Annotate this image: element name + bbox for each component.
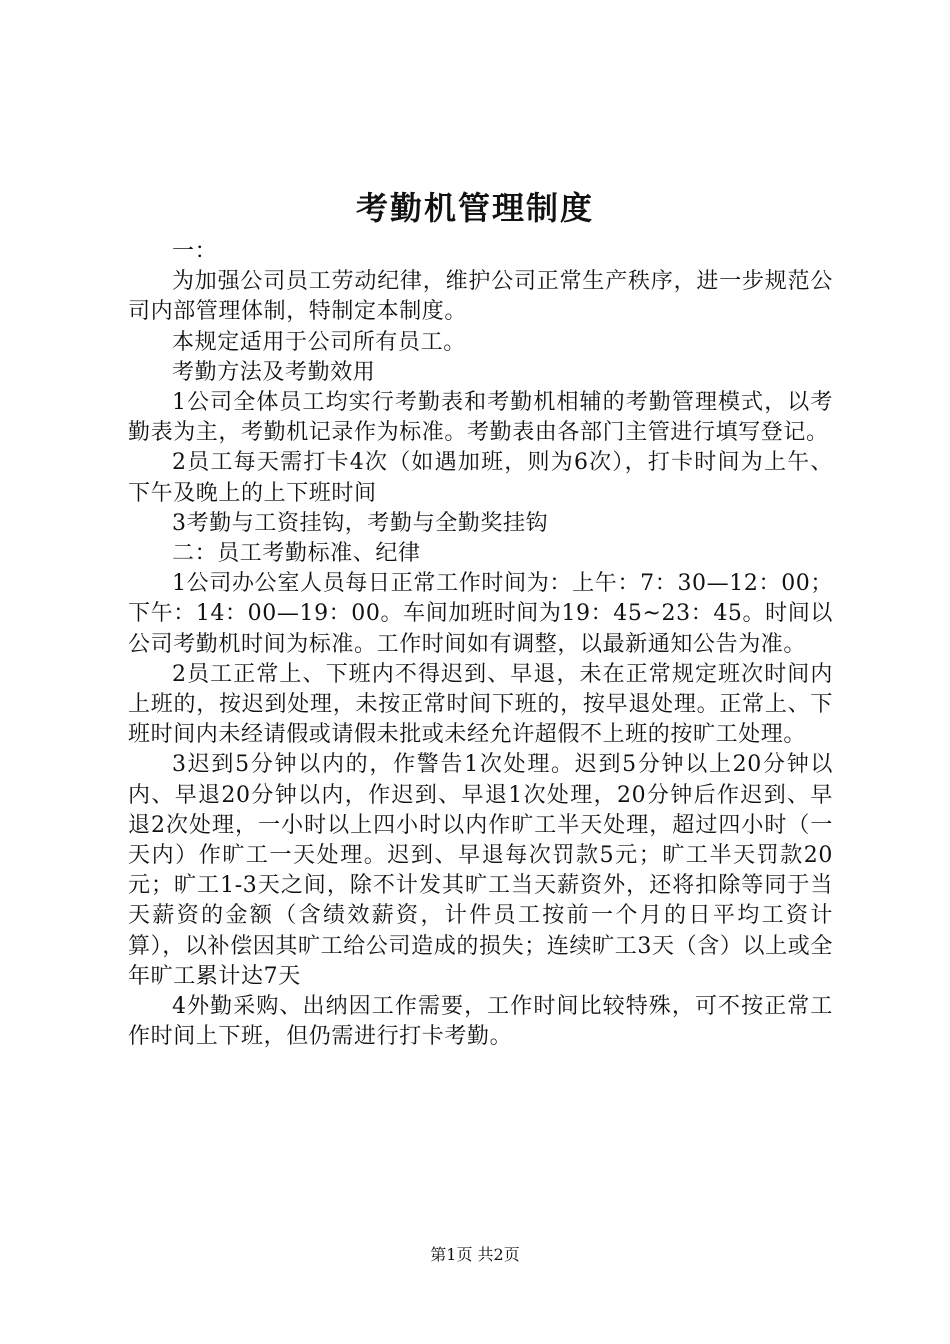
paragraph-method-3: 3考勤与工资挂钩，考勤与全勤奖挂钩 bbox=[172, 510, 549, 536]
page-number-footer: 第1页 共2页 bbox=[430, 1245, 520, 1264]
paragraph-standard-2: 2员工正常上、下班内不得迟到、早退，未在正常规定班次时间内上班的，按迟到处理，未按正常时间下班的，按早退处理。正常上、下班时间内未经请假或请假未批或未经允许超假不上班的按旷工处理。 bbox=[128, 661, 833, 748]
paragraph-method-heading: 考勤方法及考勤效用 bbox=[172, 359, 376, 385]
paragraph-section-1-heading: 一： bbox=[172, 239, 218, 264]
paragraph-method-1: 1公司全体员工均实行考勤表和考勤机相辅的考勤管理模式，以考勤表为主，考勤机记录作为标准。考勤表由各部门主管进行填写登记。 bbox=[128, 390, 833, 446]
paragraph-standard-3: 3迟到5分钟以内的，作警告1次处理。迟到5分钟以上20分钟以内、早退20分钟以内，作迟到、早退1次处理，20分钟后作迟到、早退2次处理，一小时以上四小时以内作旷工半天处理，超过四小时（一天内）作旷工一天处理。迟到、早退每次罚款5元；旷工半天罚款20元；旷工1-3天之间，除不计发其旷工当天薪资外，还将扣除等同于当天薪资的金额（含绩效薪资，计件员工按前一个月的日平均工资计算），以补偿因其旷工给公司造成的损失；连续旷工3天（含）以上或全年旷工累计达7天 bbox=[128, 752, 833, 989]
paragraph-purpose: 为加强公司员工劳动纪律，维护公司正常生产秩序，进一步规范公司内部管理体制，特制定本制度。 bbox=[128, 269, 833, 325]
document-title: 考勤机管理制度 bbox=[355, 189, 594, 227]
paragraph-standard-4: 4外勤采购、出纳因工作需要，工作时间比较特殊，可不按正常工作时间上下班，但仍需进行打卡考勤。 bbox=[128, 994, 833, 1050]
paragraph-section-2-heading: 二：员工考勤标准、纪律 bbox=[172, 541, 421, 567]
paragraph-method-2: 2员工每天需打卡4次（如遇加班，则为6次），打卡时间为上午、下午及晚上的上下班时间 bbox=[128, 450, 833, 506]
document-body bbox=[128, 237, 833, 1052]
paragraph-scope: 本规定适用于公司所有员工。 bbox=[172, 329, 466, 355]
paragraph-standard-1: 1公司办公室人员每日正常工作时间为：上午：7：30—12：00；下午：14：00—19：00。车间加班时间为19：45~23：45。时间以公司考勤机时间为标准。工作时间如有调整，以最新通知公告为准。 bbox=[128, 571, 833, 657]
